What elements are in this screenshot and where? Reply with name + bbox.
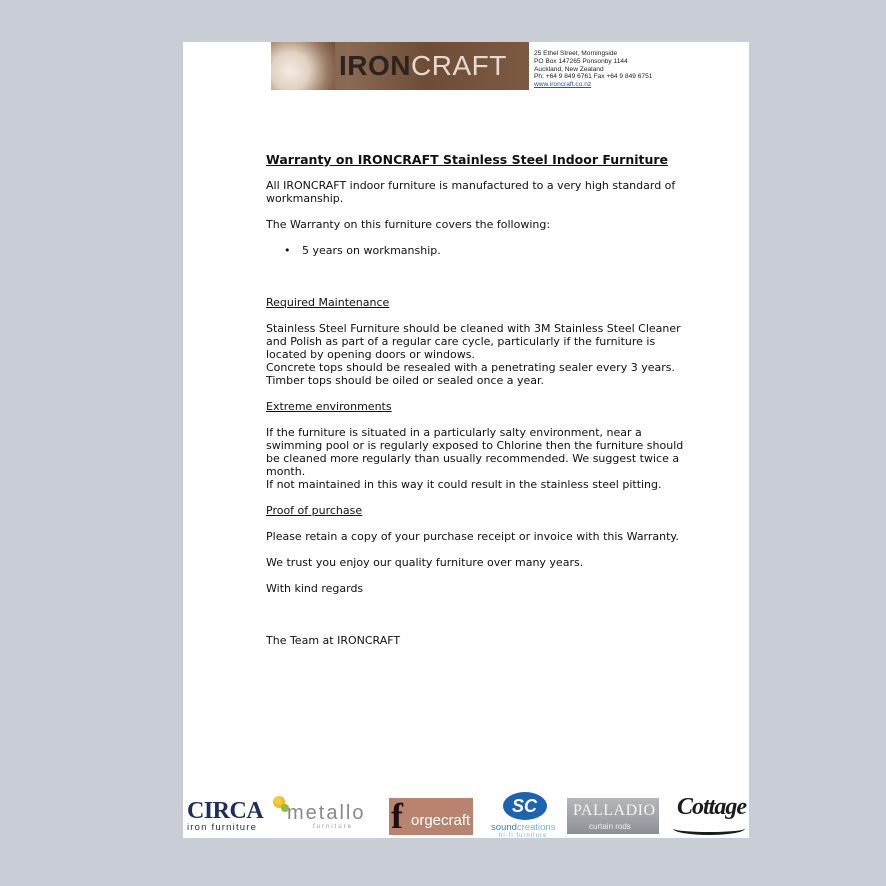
soundcreations-wordmark [491, 822, 555, 833]
circa-wordmark: CIRCA [187, 798, 264, 824]
palladio-wordmark: PALLADIO [573, 802, 656, 819]
phone-fax-line: Ph: +64 9 849 6761 Fax +64 9 849 6751 [534, 73, 653, 81]
website-link[interactable]: www.ironcraft.co.nz [534, 81, 592, 89]
maintenance-line-2: Concrete tops should be resealed with a penetrating sealer every 3 years. [266, 361, 675, 374]
address-line-3: Auckland, New Zealand [534, 65, 604, 73]
cottage-wordmark: Cottage [677, 794, 746, 820]
partner-logos [183, 792, 749, 838]
regards-line: With kind regards [266, 582, 364, 595]
signature-spacer [266, 608, 686, 634]
warranty-list [266, 244, 686, 257]
palladio-subtitle: curtain rods [589, 822, 631, 831]
maintenance-paragraph [266, 322, 686, 387]
extreme-heading: Extreme environments [266, 400, 392, 413]
extreme-line-2: If not maintained in this way it could result in the stainless steel pitting. [266, 478, 662, 491]
metallo-subtitle: furniture [313, 824, 354, 830]
extreme-paragraph [266, 426, 686, 491]
proof-heading: Proof of purchase [266, 504, 363, 517]
address-line-2: PO Box 147265 Ponsonby 1144 [534, 57, 628, 65]
soundcreations-subtitle: hi-fi furniture [499, 833, 548, 839]
maintenance-line-1: Stainless Steel Furniture should be cleaned with 3M Stainless Steel Cleaner and Polish as part of a regular care cycle, particularly if the furniture is located by opening doors or windows. [266, 322, 681, 361]
circa-subtitle: iron furniture [187, 822, 258, 833]
document-title: Warranty on IRONCRAFT Stainless Steel Indoor Furniture [266, 152, 669, 167]
trust-paragraph: We trust you enjoy our quality furniture over many years. [266, 556, 584, 569]
sound-word: sound [491, 822, 517, 833]
forgecraft-logo [389, 798, 473, 835]
list-item: • 5 years on workmanship. [302, 244, 686, 257]
metallo-logo [273, 796, 368, 836]
ironcraft-logo-banner [271, 42, 529, 90]
address-line-1: 25 Ethel Street, Morningside [534, 50, 618, 57]
brand-wordmark [339, 52, 507, 80]
circa-logo [187, 800, 263, 833]
intro-paragraph: All IRONCRAFT indoor furniture is manufactured to a very high standard of workmanship. [266, 179, 676, 205]
cottage-logo [673, 794, 747, 836]
covers-paragraph: The Warranty on this furniture covers the following: [266, 218, 551, 231]
soundcreations-emblem-icon [503, 792, 547, 820]
maintenance-heading: Required Maintenance [266, 296, 390, 309]
metallo-wordmark: metallo [287, 802, 366, 824]
swirl-graphic [271, 42, 335, 90]
forgecraft-f: f [391, 796, 403, 836]
company-address [534, 50, 652, 89]
brand-craft: CRAFT [411, 50, 507, 81]
document-page [183, 42, 749, 838]
palladio-logo [567, 798, 659, 834]
spacer [266, 270, 686, 296]
creations-word: creations [516, 822, 556, 833]
brand-iron: IRON [339, 50, 411, 81]
maintenance-line-3: Timber tops should be oiled or sealed once a year. [266, 374, 545, 387]
proof-paragraph: Please retain a copy of your purchase receipt or invoice with this Warranty. [266, 530, 679, 543]
signoff-line: The Team at IRONCRAFT [266, 634, 401, 647]
cottage-swash-icon [673, 822, 745, 835]
letter-body [266, 152, 686, 660]
forgecraft-wordmark: orgecraft [411, 812, 471, 829]
extreme-line-1: If the furniture is situated in a particularly salty environment, near a swimming pool or is regularly exposed to Chlorine then the furniture should be cleaned more regularly than usually recommended. We suggest twice a month. [266, 426, 684, 478]
soundcreations-mark: SC [512, 796, 538, 816]
soundcreations-logo [489, 792, 559, 838]
